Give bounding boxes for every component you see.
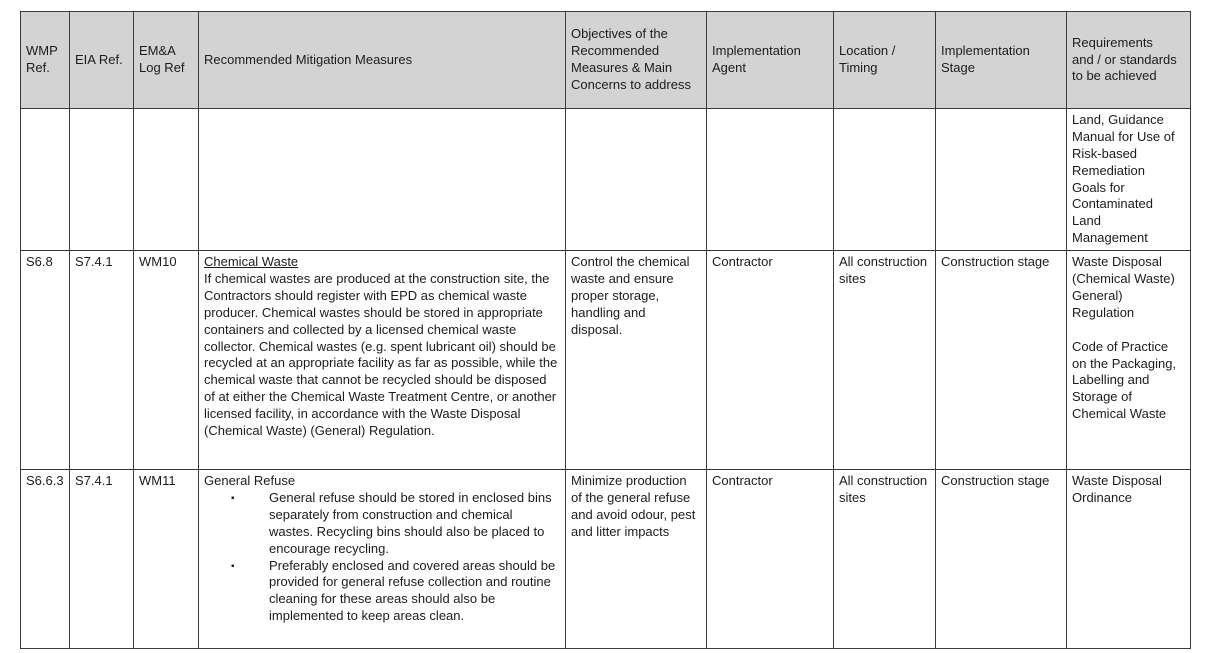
ema-log-ref-cell: WM10 [134, 251, 199, 470]
mitigation-measures-cell [199, 251, 566, 470]
table-row-wm11 [21, 470, 1191, 649]
eia-ref-cell: S7.4.1 [70, 251, 134, 470]
requirement-text: Land, Guidance Manual for Use of Risk-based Remediation Goals for Contaminated Land Management [1072, 112, 1175, 246]
mitigation-measures-cell [199, 470, 566, 649]
bullet-icon: ▪ [231, 493, 235, 505]
eia-ref-cell: S7.4.1 [70, 470, 134, 649]
col-header-implementation-agent: Implementation Agent [707, 12, 834, 109]
implementation-agent-cell: Contractor [707, 470, 834, 649]
empty-cell [707, 109, 834, 251]
empty-cell [936, 109, 1067, 251]
col-header-requirements: Requirements and / or standards to be achieved [1067, 12, 1191, 109]
wmp-ref-cell: S6.8 [21, 251, 70, 470]
bullet-item [231, 558, 559, 626]
location-timing-cell: All construction sites [834, 470, 936, 649]
location-timing-cell: All construction sites [834, 251, 936, 470]
requirements-cell [1067, 470, 1191, 649]
col-header-eia-ref: EIA Ref. [70, 12, 134, 109]
measure-heading: Chemical Waste [204, 254, 299, 270]
bullet-item [231, 490, 559, 558]
requirement-text: Waste Disposal (Chemical Waste) General) Regulation [1072, 254, 1175, 320]
empty-cell [21, 109, 70, 251]
requirement-text: Code of Practice on the Packaging, Labelling and Storage of Chemical Waste [1072, 338, 1177, 422]
measure-heading: General Refuse [204, 473, 296, 489]
objectives-cell: Control the chemical waste and ensure proper storage, handling and disposal. [566, 251, 707, 470]
col-header-location-timing: Location / Timing [834, 12, 936, 109]
empty-cell [834, 109, 936, 251]
bullet-text: Preferably enclosed and covered areas should be provided for general refuse collection and routine cleaning for these areas should also be implemented to keep areas clean. [269, 557, 556, 624]
table-row-wm10 [21, 251, 1191, 470]
requirements-cell [1067, 109, 1191, 251]
bullet-text: General refuse should be stored in enclosed bins separately from construction and chemical wastes. Recycling bins should also be placed to encourage recycling. [269, 490, 552, 556]
empty-cell [199, 109, 566, 251]
objectives-cell: Minimize production of the general refuse and avoid odour, pest and litter impacts [566, 470, 707, 649]
col-header-objectives: Objectives of the Recommended Measures & Main Concerns to address [566, 12, 707, 109]
col-header-ema-log-ref: EM&A Log Ref [134, 12, 199, 109]
measure-body: If chemical wastes are produced at the construction site, the Contractors should register with EPD as chemical waste producer. Chemical wastes should be stored in appropriate containers and collected by a licensed chemical waste collector. Chemical wastes (e.g. spent lubricant oil) should be recycled at an appropriate facility as far as possible, while the chemical waste that cannot be recycled should be disposed of at either the Chemical Waste Treatment Centre, or another licensed facility, in accordance with the Waste Disposal (Chemical Waste) (General) Regulation. [204, 271, 558, 439]
ema-log-ref-cell: WM11 [134, 470, 199, 649]
bullet-icon: ▪ [231, 560, 235, 572]
mitigation-measures-table [20, 11, 1191, 649]
requirements-cell [1067, 251, 1191, 470]
table-row-continuation [21, 109, 1191, 251]
implementation-agent-cell: Contractor [707, 251, 834, 470]
implementation-stage-cell: Construction stage [936, 470, 1067, 649]
implementation-stage-cell: Construction stage [936, 251, 1067, 470]
col-header-implementation-stage: Implementation Stage [936, 12, 1067, 109]
requirement-text: Waste Disposal Ordinance [1072, 473, 1162, 506]
empty-cell [70, 109, 134, 251]
empty-cell [134, 109, 199, 251]
col-header-wmp-ref: WMP Ref. [21, 12, 70, 109]
wmp-ref-cell: S6.6.3 [21, 470, 70, 649]
col-header-mitigation-measures: Recommended Mitigation Measures [199, 12, 566, 109]
measure-bullet-list [204, 490, 559, 625]
header-row [21, 12, 1191, 109]
empty-cell [566, 109, 707, 251]
